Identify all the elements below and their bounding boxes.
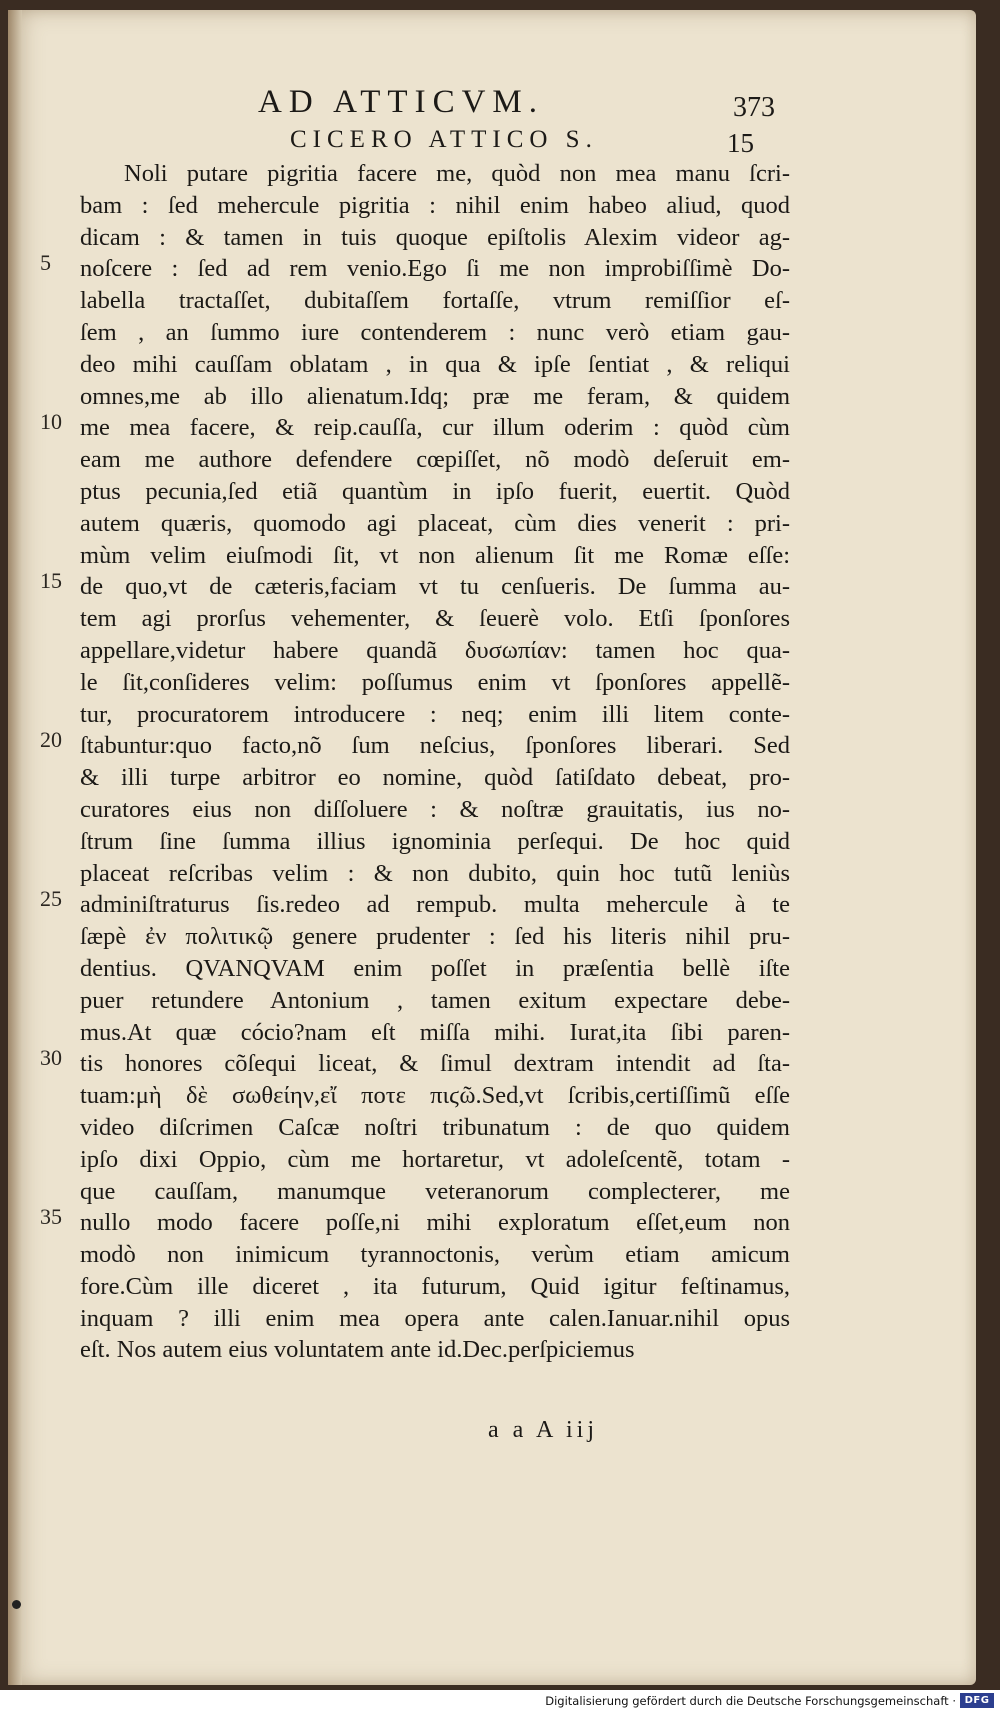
text-line: le ſit,conſideres velim: poſſumus enim vt ſponſores appellẽ- — [80, 668, 790, 696]
text-line: autem quæris, quomodo agi placeat, cùm dies venerit : pri- — [80, 509, 790, 537]
text-line: tuam:μὴ δὲ σωθείην,εἴ ποτε πιϛῶ.Sed,vt ſcribis,certiſſimũ eſſe — [80, 1082, 790, 1110]
text-line: appellare,videtur habere quandã δυσωπίαν: tamen hoc qua- — [80, 636, 790, 664]
text-line: Noli putare pigritia facere me, quòd non mea manu ſcri- — [124, 160, 790, 187]
text-line: eſt. Nos autem eius voluntatem ante id.Dec.perſpiciemus — [80, 1336, 635, 1364]
text-line: tur, procuratorem introducere : neq; enim illi litem conte- — [80, 700, 790, 728]
line-number: 20 — [40, 727, 62, 752]
text-line: adminiſtraturus ſis.redeo ad rempub. multa mehercule à te — [80, 891, 790, 919]
text-line: ptus pecunia,ſed etiã quantùm in ipſo fuerit, euertit. Quòd — [80, 477, 790, 505]
text-line: mus.At quæ cócio?nam eſt miſſa mihi. Iurat,ita ſibi paren- — [80, 1018, 790, 1046]
signature-mark: a a A iij — [488, 1417, 598, 1443]
footer-credit: Digitalisierung gefördert durch die Deutsche Forschungsgemeinschaft · — [545, 1694, 956, 1708]
text-line: video diſcrimen Caſcæ noſtri tribunatum : de quo quidem — [80, 1113, 790, 1141]
text-line: tem agi prorſus vehementer, & ſeuerè volo. Etſi ſponſores — [80, 605, 790, 633]
ink-spot — [12, 1600, 21, 1609]
text-line: me mea facere, & reip.cauſſa, cur illum oderim : quòd cùm — [80, 414, 790, 442]
text-line: noſcere : ſed ad rem venio.Ego ſi me non improbiſſimè Do- — [80, 255, 790, 283]
text-line: fore.Cùm ille diceret , ita futurum, Quid igitur feſtinamus, — [80, 1272, 790, 1300]
letter-body — [80, 158, 790, 1366]
text-line: puer retundere Antonium , tamen exitum expectare debe- — [80, 986, 790, 1014]
text-line: deo mihi cauſſam oblatam , in qua & ipſe ſentiat , & reliqui — [80, 350, 790, 378]
page-spine-shadow — [8, 10, 22, 1685]
text-line: ipſo dixi Oppio, cùm me hortaretur, vt adoleſcentẽ, totam - — [80, 1145, 790, 1173]
text-line: placeat reſcribas velim : & non dubito, quin hoc tutũ leniùs — [80, 859, 790, 887]
page-number: 373 — [733, 92, 775, 123]
line-number: 30 — [40, 1045, 62, 1070]
dfg-logo: DFG — [960, 1693, 994, 1708]
text-line: ſem , an ſummo iure contenderem : nunc verò etiam gau- — [80, 318, 790, 346]
text-line: labella tractaſſet, dubitaſſem fortaſſe, vtrum remiſſior eſ- — [80, 287, 790, 315]
text-line: inquam ? illi enim mea opera ante calen.Ianuar.nihil opus — [80, 1304, 790, 1332]
text-line: eam me authore defendere cœpiſſet, nõ modò deſeruit em- — [80, 446, 790, 474]
text-line: de quo,vt de cæteris,faciam vt tu cenſueris. De ſumma au- — [80, 573, 790, 601]
text-line: modò non inimicum tyrannoctonis, verùm etiam amicum — [80, 1241, 790, 1269]
text-line: dicam : & tamen in tuis quoque epiſtolis Alexim videor ag- — [80, 223, 790, 251]
text-line: ſæpè ἐν πολιτικῷ genere prudenter : ſed his literis nihil pru- — [80, 923, 790, 951]
letter-number: 15 — [727, 128, 754, 158]
text-line: ſtabuntur:quo facto,nõ ſum neſcius, ſponſores liberari. Sed — [80, 732, 790, 760]
text-line: tis honores cõſequi liceat, & ſimul dextram intendit ad ſta- — [80, 1050, 790, 1078]
text-line: omnes,me ab illo alienatum.Idq; præ me feram, & quidem — [80, 382, 790, 410]
line-number: 10 — [40, 409, 62, 434]
line-number: 25 — [40, 886, 62, 911]
text-line: mùm velim eiuſmodi ſit, vt non alienum ſit me Romæ eſſe: — [80, 541, 790, 569]
text-line: dentius. QVANQVAM enim poſſet in præſentia bellè iſte — [80, 954, 790, 982]
text-line: bam : ſed mehercule pigritia : nihil enim habeo aliud, quod — [80, 191, 790, 219]
line-number: 15 — [40, 568, 62, 593]
text-line: curatores eius non diſſoluere : & noſtræ grauitatis, ius no- — [80, 795, 790, 823]
text-line: & illi turpe arbitror eo nomine, quòd ſatiſdato debeat, pro- — [80, 764, 790, 792]
line-number: 5 — [40, 250, 51, 275]
text-line: nullo modo facere poſſe,ni mihi exploratum eſſet,eum non — [80, 1209, 790, 1237]
line-number: 35 — [40, 1204, 62, 1229]
letter-heading: CICERO ATTICO S. — [290, 126, 598, 153]
text-line: que cauſſam, manumque veteranorum complecterer, me — [80, 1177, 790, 1205]
text-line: ſtrum ſine ſumma illius ignominia perſequi. De hoc quid — [80, 827, 790, 855]
running-head: AD ATTICVM. — [258, 84, 545, 120]
